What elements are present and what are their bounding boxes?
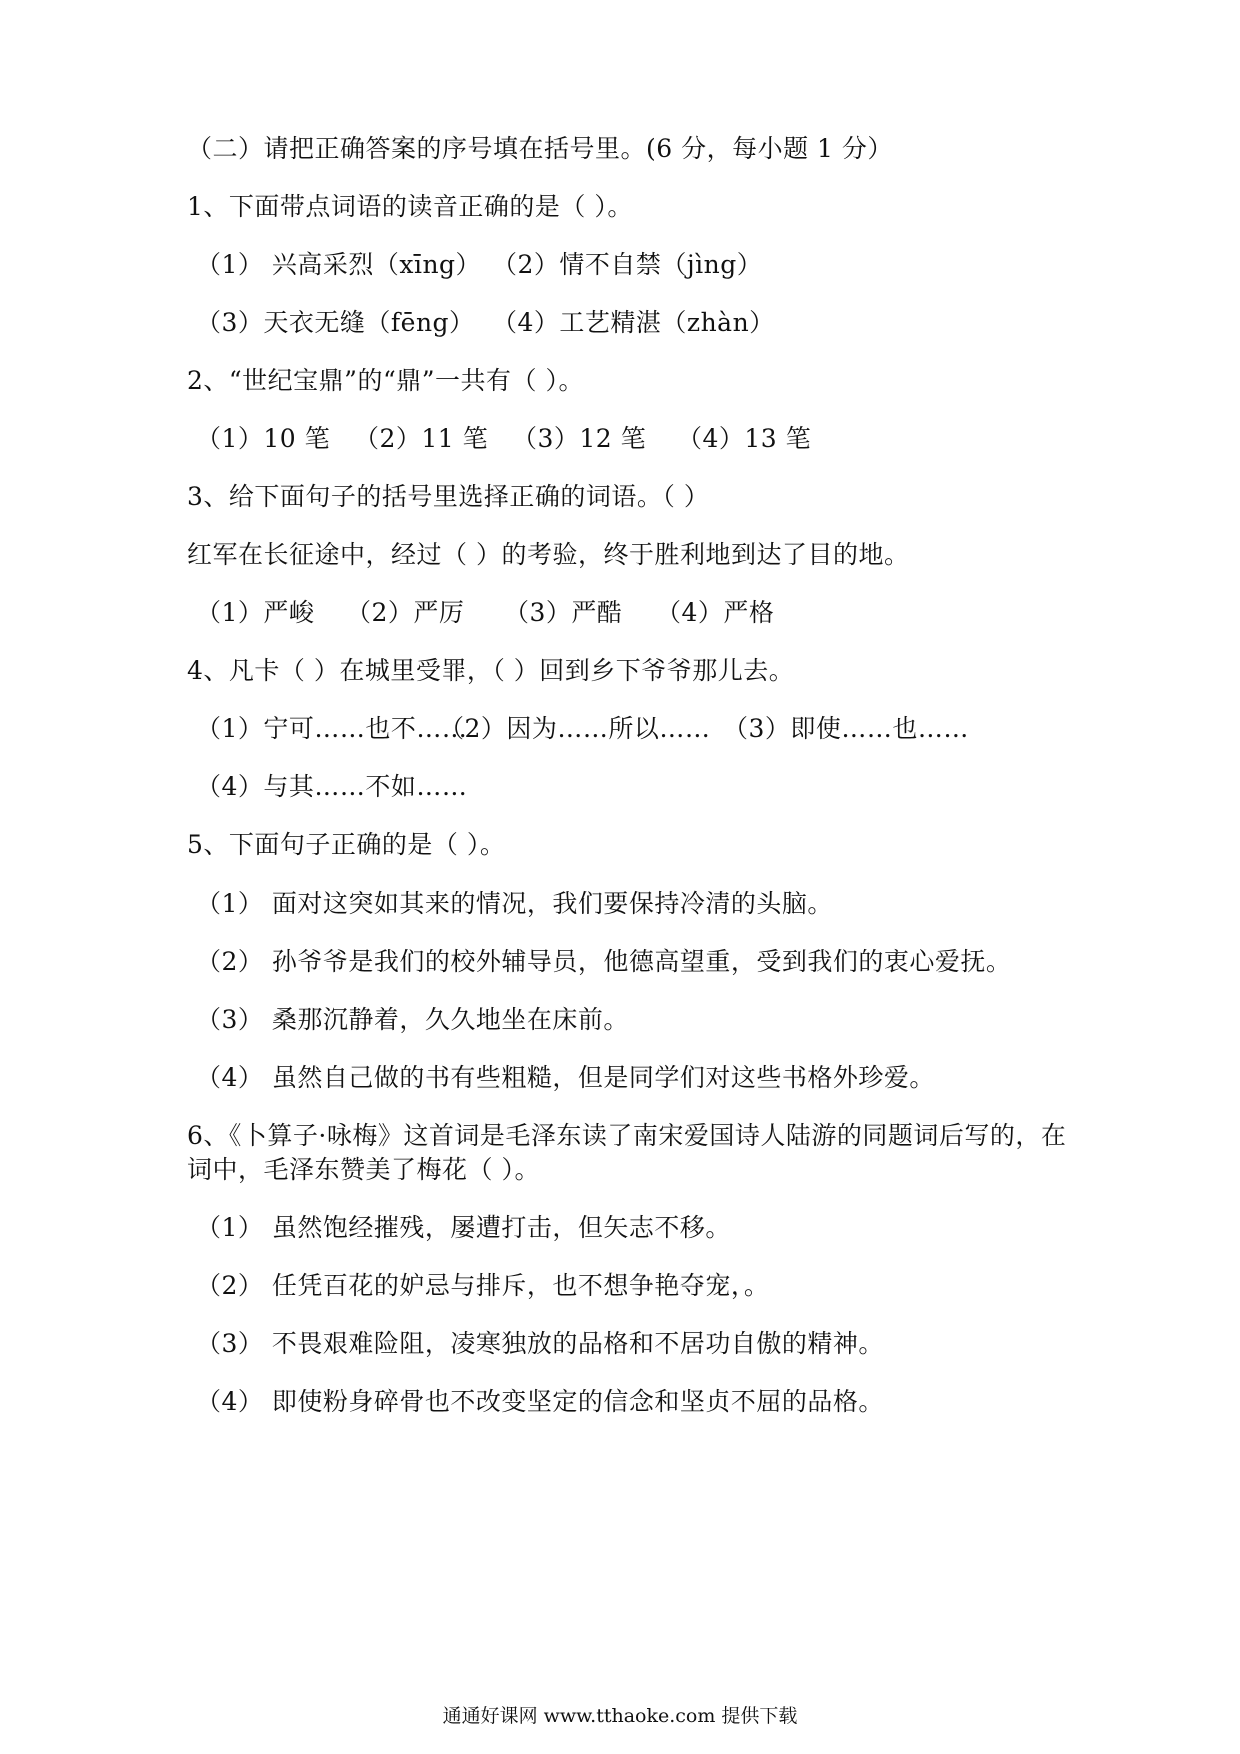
question-2-prompt: 2、“世纪宝鼎”的“鼎”一共有（ ）。 <box>187 366 584 395</box>
question-6-option-4: （4） 即使粉身碎骨也不改变坚定的信念和坚贞不屈的品格。 <box>196 1387 884 1416</box>
section-header: （二）请把正确答案的序号填在括号里。(6 分，每小题 1 分） <box>187 134 893 163</box>
question-4-options-row-1 <box>196 713 969 745</box>
question-3-option-1: （1）严峻 <box>196 598 315 627</box>
question-1-option-1: （1） 兴高采烈（xīng） <box>196 250 482 279</box>
question-6-option-2: （2） 任凭百花的妒忌与排斥，也不想争艳夺宠，。 <box>196 1271 770 1300</box>
question-1-options-row-2 <box>196 307 775 339</box>
question-5-option-4: （4） 虽然自己做的书有些粗糙，但是同学们对这些书格外珍爱。 <box>196 1063 935 1092</box>
question-3-option-2: （2）严厉 <box>346 598 465 627</box>
question-2-option-2: （2）11 笔 <box>354 424 489 453</box>
question-6-option-3: （3） 不畏艰难险阻，凌寒独放的品格和不居功自傲的精神。 <box>196 1329 884 1358</box>
question-4-prompt: 4、凡卡（ ）在城里受罪，（ ）回到乡下爷爷那儿去。 <box>187 656 795 685</box>
question-6-prompt-line-1: 6、《卜算子·咏梅》这首词是毛泽东读了南宋爱国诗人陆游的同题词后写的，在 <box>187 1121 1067 1150</box>
question-1-option-4: （4）工艺精湛（zhàn） <box>492 308 775 337</box>
question-1-option-3: （3）天衣无缝（fēng） <box>196 308 475 337</box>
question-4-option-2: （2）因为……所以…… <box>439 714 711 743</box>
question-1-options-row-1 <box>196 249 762 281</box>
question-3-option-4: （4）严格 <box>656 598 775 627</box>
question-1-prompt: 1、下面带点词语的读音正确的是（ ）。 <box>187 192 633 221</box>
question-3-options <box>196 597 774 629</box>
footer-watermark: 通通好课网 www.tthaoke.com 提供下载 <box>442 1705 798 1727</box>
question-5-option-2: （2） 孙爷爷是我们的校外辅导员，他德高望重，受到我们的衷心爱抚。 <box>196 947 1012 976</box>
question-2-option-4: （4）13 笔 <box>677 424 812 453</box>
question-2-options <box>196 423 811 455</box>
question-4-option-1: （1）宁可……也不…… <box>196 714 468 743</box>
question-5-option-3: （3） 桑那沉静着，久久地坐在床前。 <box>196 1005 629 1034</box>
question-3-option-3: （3）严酷 <box>504 598 623 627</box>
question-2-option-1: （1）10 笔 <box>196 424 331 453</box>
question-2-option-3: （3）12 笔 <box>512 424 647 453</box>
question-3-sentence: 红军在长征途中，经过（ ）的考验，终于胜利地到达了目的地。 <box>187 540 910 569</box>
question-4-option-3: （3）即使……也…… <box>723 714 969 743</box>
question-5-prompt: 5、下面句子正确的是（ ）。 <box>187 830 506 859</box>
question-6-prompt-line-2: 词中，毛泽东赞美了梅花（ ）。 <box>187 1155 540 1184</box>
question-4-option-4: （4）与其……不如…… <box>196 772 468 801</box>
question-5-option-1: （1） 面对这突如其来的情况，我们要保持冷清的头脑。 <box>196 889 833 918</box>
question-6-option-1: （1） 虽然饱经摧残，屡遭打击，但矢志不移。 <box>196 1213 731 1242</box>
question-1-option-2: （2）情不自禁（jìng） <box>492 250 763 279</box>
question-3-prompt: 3、给下面句子的括号里选择正确的词语。（ ） <box>187 482 710 511</box>
